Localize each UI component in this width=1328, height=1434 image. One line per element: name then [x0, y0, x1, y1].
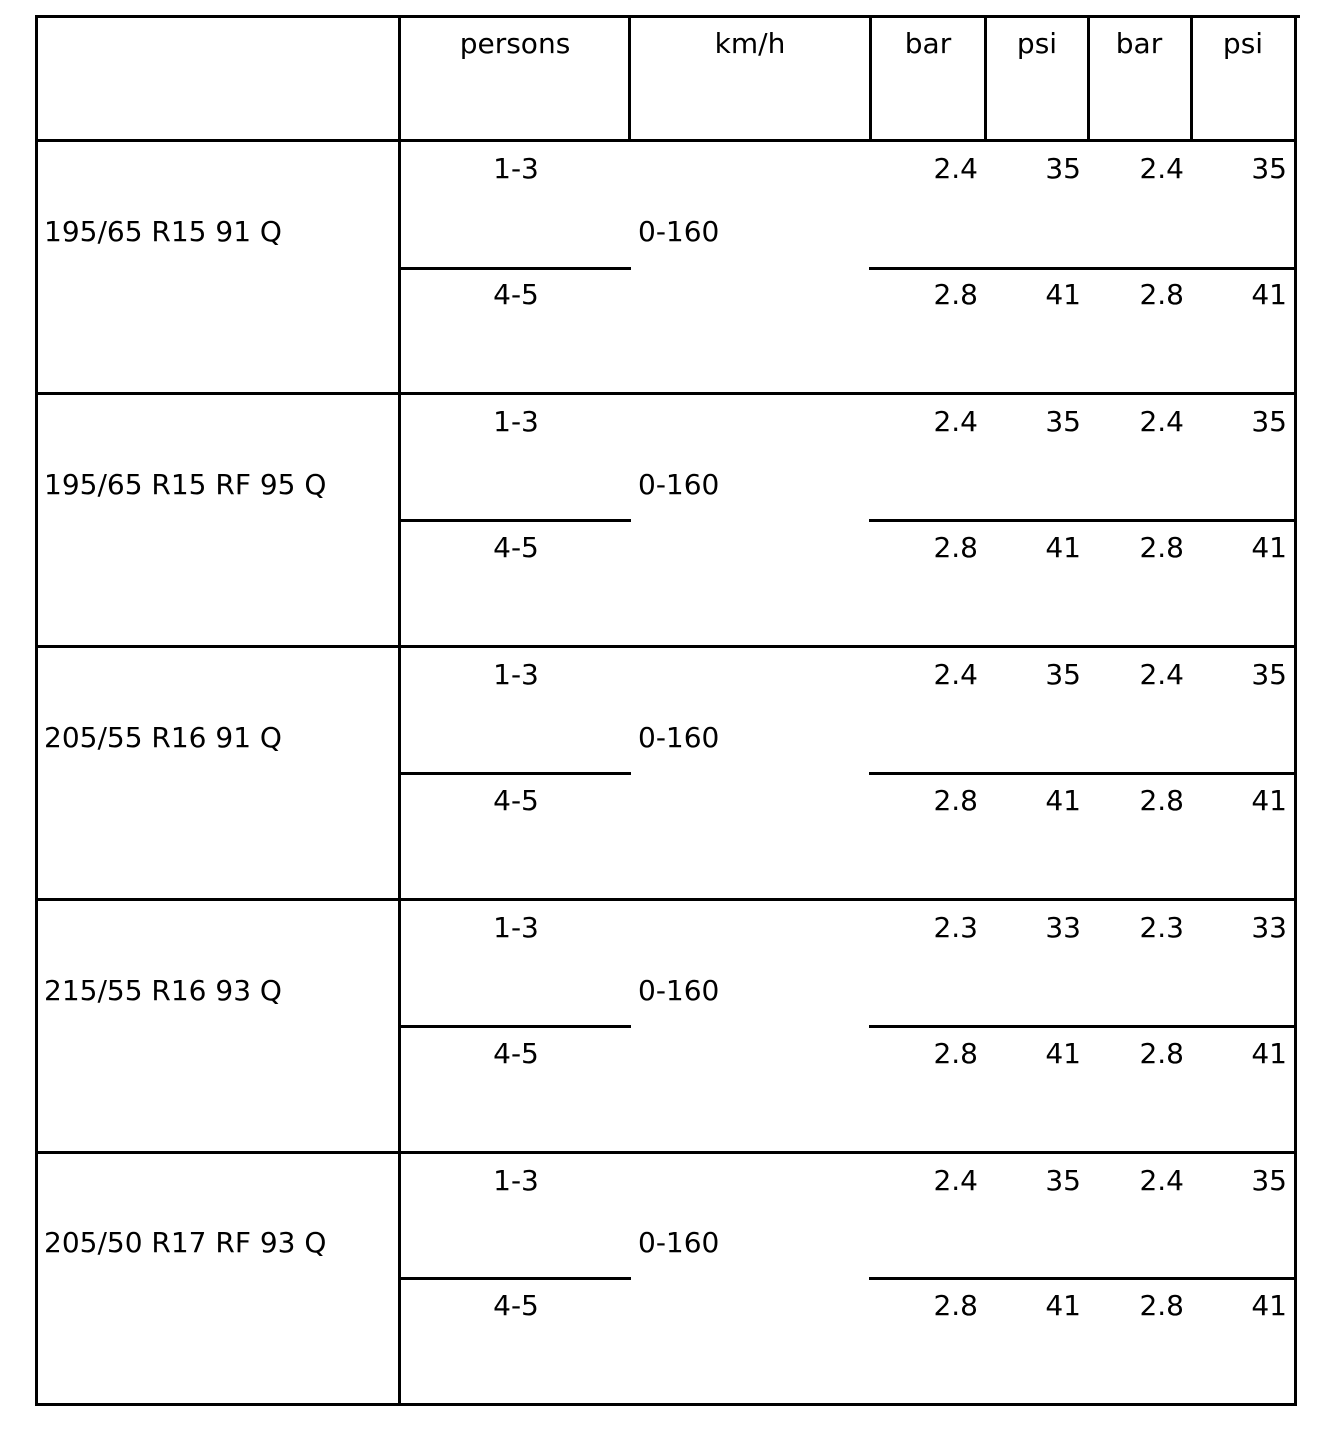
tire-size: 205/55 R16 91 Q — [44, 721, 282, 754]
sub-divider-pressure — [869, 1277, 1297, 1280]
rear-psi-value: 35 — [1251, 405, 1287, 438]
rear-psi-value: 41 — [1251, 784, 1287, 817]
rear-bar-value: 2.8 — [1139, 1037, 1184, 1070]
front-bar-value: 2.8 — [933, 278, 978, 311]
front-bar-value: 2.8 — [933, 1289, 978, 1322]
front-psi-value: 41 — [1045, 1037, 1081, 1070]
sub-divider-persons — [398, 1277, 631, 1280]
row-divider — [35, 392, 1297, 395]
rear-psi-value: 35 — [1251, 1164, 1287, 1197]
front-bar-value: 2.4 — [933, 405, 978, 438]
sub-divider-persons — [398, 1025, 631, 1028]
header-front-psi: psi — [1016, 27, 1058, 60]
row-divider — [35, 645, 1297, 648]
header-front-bar: bar — [904, 27, 952, 60]
rear-psi-value: 33 — [1251, 911, 1287, 944]
rear-bar-value: 2.8 — [1139, 784, 1184, 817]
col-divider-bar2 — [1190, 15, 1193, 141]
front-psi-value: 35 — [1045, 1164, 1081, 1197]
persons-value: 4-5 — [493, 1037, 539, 1070]
sub-divider-persons — [398, 267, 631, 270]
sub-divider-pressure — [869, 772, 1297, 775]
table-border-left — [35, 15, 38, 1406]
speed-range: 0-160 — [638, 215, 720, 248]
speed-range: 0-160 — [638, 974, 720, 1007]
front-bar-value: 2.3 — [933, 911, 978, 944]
front-psi-value: 35 — [1045, 405, 1081, 438]
rear-bar-value: 2.8 — [1139, 1289, 1184, 1322]
front-psi-value: 33 — [1045, 911, 1081, 944]
persons-value: 1-3 — [493, 152, 539, 185]
front-bar-value: 2.8 — [933, 1037, 978, 1070]
front-psi-value: 35 — [1045, 658, 1081, 691]
table-border-right — [1294, 15, 1297, 1406]
sub-divider-pressure — [869, 267, 1297, 270]
sub-divider-pressure — [869, 1025, 1297, 1028]
row-divider — [35, 1151, 1297, 1154]
header-speed: km/h — [714, 27, 786, 60]
front-psi-value: 35 — [1045, 152, 1081, 185]
persons-value: 4-5 — [493, 784, 539, 817]
speed-range: 0-160 — [638, 721, 720, 754]
front-bar-value: 2.4 — [933, 658, 978, 691]
rear-psi-value: 35 — [1251, 152, 1287, 185]
rear-bar-value: 2.3 — [1139, 911, 1184, 944]
rear-psi-value: 41 — [1251, 278, 1287, 311]
front-bar-value: 2.4 — [933, 152, 978, 185]
tire-size: 195/65 R15 RF 95 Q — [44, 468, 327, 501]
rear-psi-value: 41 — [1251, 1037, 1287, 1070]
persons-value: 4-5 — [493, 531, 539, 564]
header-persons: persons — [459, 27, 571, 60]
persons-value: 1-3 — [493, 911, 539, 944]
header-divider — [35, 139, 1297, 142]
rear-psi-value: 41 — [1251, 531, 1287, 564]
sub-divider-pressure — [869, 519, 1297, 522]
rear-bar-value: 2.4 — [1139, 658, 1184, 691]
sub-divider-persons — [398, 772, 631, 775]
rear-psi-value: 41 — [1251, 1289, 1287, 1322]
rear-bar-value: 2.8 — [1139, 278, 1184, 311]
persons-value: 1-3 — [493, 1164, 539, 1197]
front-psi-value: 41 — [1045, 278, 1081, 311]
persons-value: 1-3 — [493, 658, 539, 691]
rear-bar-value: 2.4 — [1139, 1164, 1184, 1197]
front-psi-value: 41 — [1045, 784, 1081, 817]
table-border-bottom — [35, 1403, 1297, 1406]
tire-size: 195/65 R15 91 Q — [44, 215, 282, 248]
col-divider-persons — [628, 15, 631, 141]
front-bar-value: 2.8 — [933, 784, 978, 817]
speed-range: 0-160 — [638, 1226, 720, 1259]
rear-bar-value: 2.4 — [1139, 152, 1184, 185]
persons-value: 4-5 — [493, 1289, 539, 1322]
front-bar-value: 2.8 — [933, 531, 978, 564]
header-rear-psi: psi — [1222, 27, 1264, 60]
front-psi-value: 41 — [1045, 1289, 1081, 1322]
col-divider-tire — [398, 15, 401, 1406]
persons-value: 1-3 — [493, 405, 539, 438]
tire-size: 205/50 R17 RF 93 Q — [44, 1226, 327, 1259]
persons-value: 4-5 — [493, 278, 539, 311]
front-psi-value: 41 — [1045, 531, 1081, 564]
col-divider-speed — [869, 15, 872, 141]
rear-bar-value: 2.8 — [1139, 531, 1184, 564]
table-border-top — [35, 15, 1300, 18]
tire-size: 215/55 R16 93 Q — [44, 974, 282, 1007]
col-divider-psi1 — [1087, 15, 1090, 141]
front-bar-value: 2.4 — [933, 1164, 978, 1197]
rear-bar-value: 2.4 — [1139, 405, 1184, 438]
col-divider-bar1 — [984, 15, 987, 141]
speed-range: 0-160 — [638, 468, 720, 501]
header-rear-bar: bar — [1115, 27, 1163, 60]
rear-psi-value: 35 — [1251, 658, 1287, 691]
sub-divider-persons — [398, 519, 631, 522]
row-divider — [35, 898, 1297, 901]
